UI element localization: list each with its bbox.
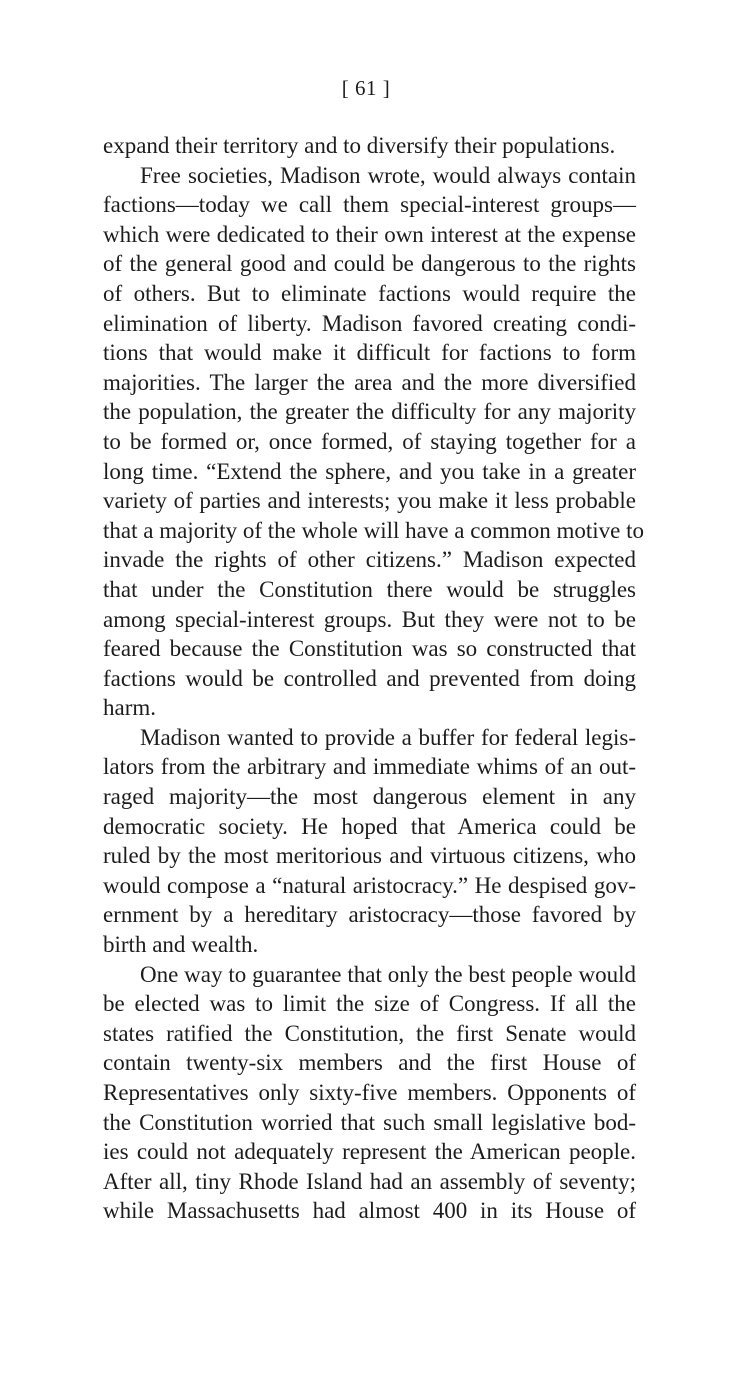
text-line: states ratified the Constitution, the first Senate would [103,1020,636,1046]
text-line: feared because the Constitution was so constructed that [103,636,636,662]
page-number: [ 61 ] [341,76,391,100]
text-line: contain twenty-six members and the first House of [103,1050,636,1076]
text-line: One way to guarantee that only the best people would [140,961,636,987]
body-text [103,131,645,1226]
text-line: Representatives only sixty-five members. Opponents of [103,1080,636,1105]
text-line: long time. “Extend the sphere, and you take in a greater [103,458,636,484]
text-line: After all, tiny Rhode Island had an assembly of seventy; [103,1168,636,1194]
text-line: ies could not adequately represent the American people. [103,1139,636,1165]
paragraph [103,723,636,960]
text-line: factions would be controlled and prevented from doing [103,665,636,691]
text-line: would compose a “natural aristocracy.” He despised gov- [103,872,636,898]
text-line: lators from the arbitrary and immediate whims of an out- [103,754,636,780]
text-line: ruled by the most meritorious and virtuous citizens, who [103,843,636,869]
text-line: raged majority—the most dangerous element in any [103,784,636,810]
text-line: elimination of liberty. Madison favored creating condi- [103,310,636,336]
text-line: expand their territory and to diversify their populations. [103,133,616,158]
text-line: be elected was to limit the size of Congress. If all the [103,991,636,1017]
text-line: majorities. The larger the area and the more diversified [103,369,636,395]
text-line: harm. [103,695,157,721]
text-line: that a majority of the whole will have a common motive to [103,517,645,543]
paragraph [103,131,636,161]
text-line: which were dedicated to their own interest at the expense [103,221,636,247]
text-line: of others. But to eliminate factions would require the [103,280,636,306]
text-line: Madison wanted to provide a buffer for federal legis- [140,724,636,750]
text-line: of the general good and could be dangerous to the rights [103,251,636,277]
text-line: factions—today we call them special-interest groups— [103,192,636,218]
text-line: among special-interest groups. But they were not to be [103,606,636,632]
text-line: variety of parties and interests; you make it less probable [103,488,636,514]
text-line: birth and wealth. [103,932,259,958]
text-line: Free societies, Madison wrote, would always contain [140,162,636,188]
text-line: the Constitution worried that such small legislative bod- [103,1109,636,1135]
text-line: that under the Constitution there would be struggles [103,576,636,602]
paragraph [103,960,636,1226]
paragraph [103,161,645,723]
text-line: while Massachusetts had almost 400 in its House of [103,1198,636,1224]
text-line: ernment by a hereditary aristocracy—those favored by [103,902,636,928]
text-line: democratic society. He hoped that America could be [103,813,636,839]
text-line: invade the rights of other citizens.” Madison expected [103,547,636,573]
text-line: tions that would make it difficult for factions to form [103,340,636,366]
text-line: to be formed or, once formed, of staying together for a [103,428,636,454]
text-line: the population, the greater the difficulty for any majority [103,399,636,425]
